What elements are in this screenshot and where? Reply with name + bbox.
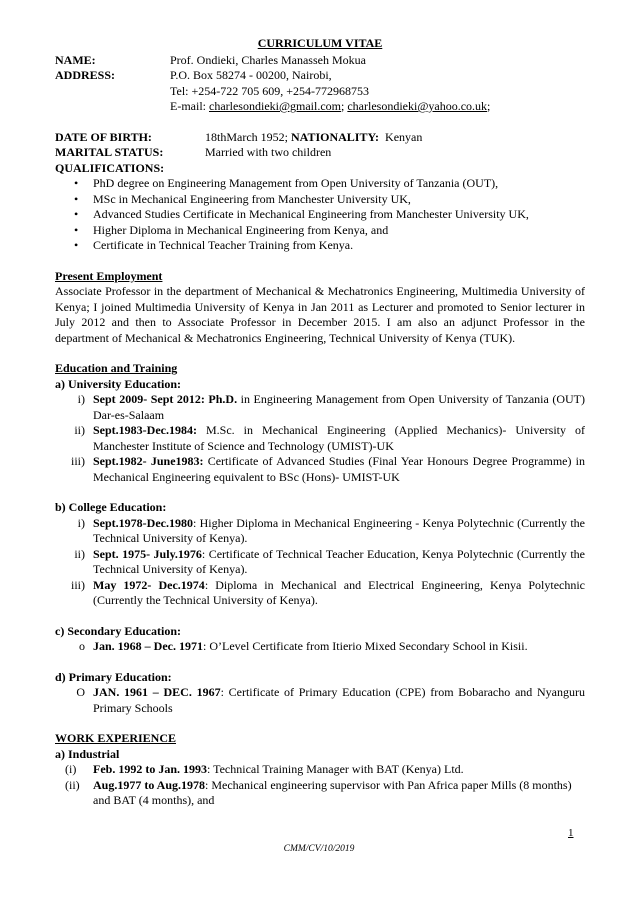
bullet-icon: • [74,176,79,190]
dob-label: DATE OF BIRTH: [55,129,152,144]
bullet-icon: • [74,238,79,252]
primary-label: d) Primary Education: [55,669,172,684]
marital-label: MARITAL STATUS: [55,145,164,159]
dob-date: 18thMarch 1952; [205,129,291,144]
email-sep: ; [341,99,348,113]
list-item: • Advanced Studies Certificate in Mechanical Engineering from Manchester University UK, [74,207,529,221]
bullet-icon: • [74,207,79,221]
list-item: ii) Sept. 1975- July.1976: Certificate of Technical Teacher Education, Kenya Polytechnic (Currently the Technical University of Kenya). [74,546,586,576]
university-label: a) University Education: [55,376,181,391]
list-item: i) Sept 2009- Sept 2012: Ph.D. in Engineering Management from Open University of Tanzania (OUT) Dar-es-Salaam [77,392,585,422]
document-title: CURRICULUM VITAE [257,36,383,50]
college-label: b) College Education: [55,500,167,514]
dob-value [205,130,422,146]
list-item: iii) May 1972- Dec.1974: Diploma in Mechanical and Electrical Engineering, Kenya Polytechnic (Currently the Technical University of Kenya). [71,577,586,607]
name-value: Prof. Ondieki, Charles Manasseh Mokua [170,52,366,67]
list-item: i) Sept.1978-Dec.1980: Higher Diploma in Mechanical Engineering - Kenya Polytechnic (Currently the Technical University of Kenya). [77,515,585,545]
page-number: 1 [568,827,574,839]
nationality-value: Kenyan [379,129,423,144]
employment-heading: Present Employment [55,268,163,283]
address-phone: Tel: +254-722 705 609, +254-772968753 [170,83,370,98]
list-item: (ii) Aug.1977 to Aug.1978: Mechanical engineering supervisor with Pan Africa paper Mills (8 months) and BAT (4 months), and [65,777,572,807]
email-link-yahoo[interactable]: charlesondieki@yahoo.co.uk [347,99,488,113]
address-block [170,68,490,115]
list-item: • Higher Diploma in Mechanical Engineering from Kenya, and [74,222,389,237]
education-heading: Education and Training [55,361,178,375]
list-item: iii) Sept.1982- June1983: Certificate of Advanced Studies (Final Year Honours Degree Programme) in Mechanical Engineering equivalent to BSc (Hons)- UMIST-UK [71,454,585,484]
marital-row [55,145,585,161]
address-label: ADDRESS: [55,68,116,82]
email-prefix: E-mail: [170,99,209,113]
name-label: NAME: [55,52,96,67]
list-item: ii) Sept.1983-Dec.1984: M.Sc. in Mechanical Engineering (Applied Mechanics)- University of Manchester Institute of Science and Technology (UMIST)-UK [74,423,585,453]
cv-page [55,36,585,809]
list-item: • Certificate in Technical Teacher Training from Kenya. [74,238,354,252]
qualifications-label: QUALIFICATIONS: [55,160,165,175]
employment-text: Associate Professor in the department of Mechanical & Mechatronics Engineering, Multimedia University of Kenya; I joined Multimedia University of Kenya in Jan 2011 as Lecturer and promoted to Senior lecturer in July 2012 and then to Associate Professor in December 2015. I am also an adjunct Professor in the department of Mechanical & Mechatronics Engineering, Technical University of Kenya (TUK). [55,284,585,345]
list-item: O JAN. 1961 – DEC. 1967: Certificate of Primary Education (CPE) from Bobaracho and Nyanguru Primary Schools [76,685,585,715]
list-item: • PhD degree on Engineering Management from Open University of Tanzania (OUT), [74,176,499,190]
bullet-icon: • [74,191,79,206]
list-item: (i) Feb. 1992 to Jan. 1993: Technical Training Manager with BAT (Kenya) Ltd. [65,762,464,776]
email-link-gmail[interactable]: charlesondieki@gmail.com [209,99,342,113]
address-row [55,68,585,115]
work-heading: WORK EXPERIENCE [55,731,177,745]
qualifications-list [55,176,585,254]
secondary-label: c) Secondary Education: [55,623,181,638]
bullet-icon: • [74,222,79,237]
nationality-label: NATIONALITY: [291,129,380,144]
industrial-label: a) Industrial [55,746,120,761]
address-email [170,99,490,115]
list-item: o Jan. 1968 – Dec. 1971: O’Level Certificate from Itierio Mixed Secondary School in Kisii. [79,639,528,653]
dob-row [55,130,585,146]
footer-code: CMM/CV/10/2019 [283,844,355,854]
address-line1: P.O. Box 58274 - 00200, Nairobi, [170,68,332,82]
marital-value: Married with two children [205,145,332,159]
name-row [55,53,585,69]
email-suffix: ; [487,99,491,113]
list-item: • MSc in Mechanical Engineering from Manchester University UK, [74,191,411,206]
